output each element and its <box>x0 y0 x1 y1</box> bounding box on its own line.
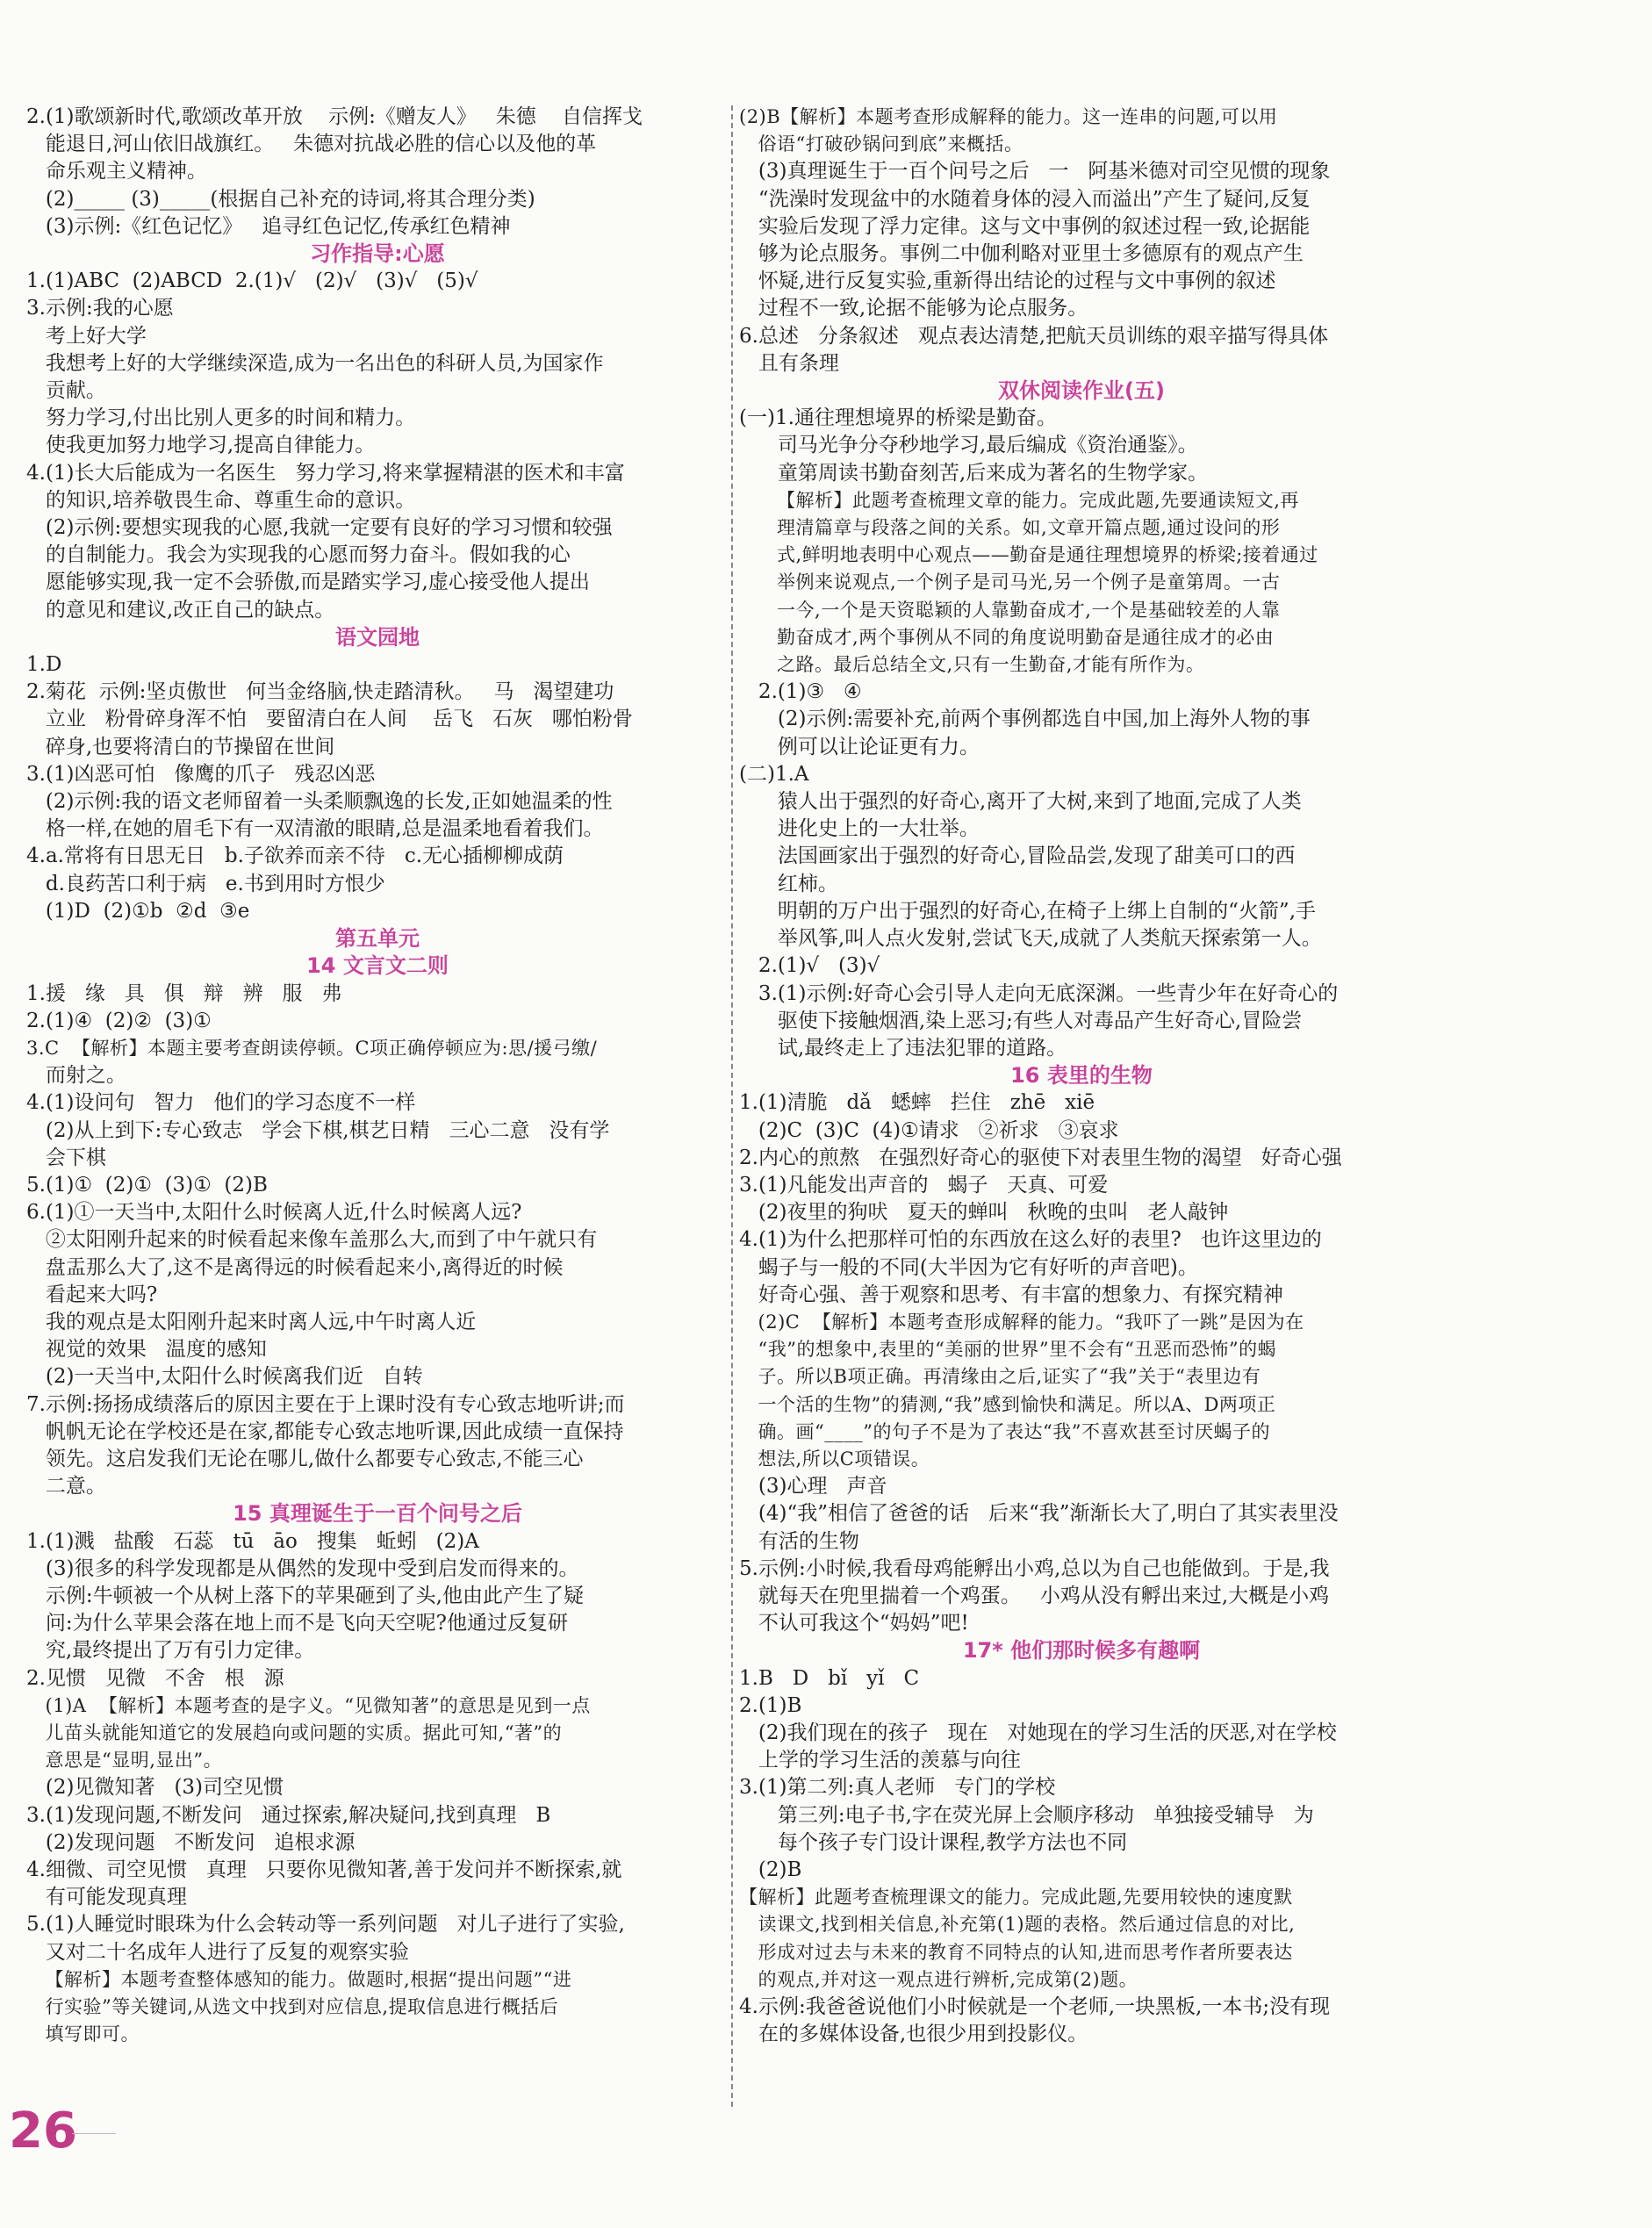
answer-line: 示例:牛顿被一个从树上落下的苹果砸到了头,他由此产生了疑 <box>26 1584 584 1607</box>
answer-line: 例可以让论证更有力。 <box>739 735 980 758</box>
answer-line: 会下棋 <box>26 1146 106 1169</box>
answer-line: 就每天在兜里揣着一个鸡蛋。 小鸡从没有孵出来过,大概是小鸡 <box>739 1584 1330 1607</box>
section-heading: 第五单元 <box>335 926 420 952</box>
answer-line: 又对二十名成年人进行了反复的观察实验 <box>26 1940 409 1964</box>
answer-line: 看起来大吗? <box>26 1283 158 1306</box>
answer-line: 的观点,并对这一观点进行辨析,完成第(2)题。 <box>739 1968 1138 1990</box>
answer-line: 我的观点是太阳刚升起来时离人远,中午时离人近 <box>26 1310 477 1333</box>
section-heading: 双休阅读作业(五) <box>998 378 1165 404</box>
answer-line: 怀疑,进行反复实验,重新得出结论的过程与文中事例的叙述 <box>739 270 1276 293</box>
answer-line: 形成对过去与未来的教育不同特点的认知,进而思考作者所要表达 <box>739 1941 1293 1963</box>
answer-column-right <box>739 104 1424 2048</box>
answer-line: 6.(1)①一天当中,太阳什么时候离人近,什么时候离人远? <box>26 1201 522 1225</box>
answer-line: (4)“我”相信了爸爸的话 后来“我”渐渐长大了,明白了其实表里没 <box>739 1502 1339 1526</box>
answer-line: (2)一天当中,太阳什么时候离我们近 自转 <box>26 1365 423 1389</box>
answer-line: 读课文,找到相关信息,补充第(1)题的表格。然后通过信息的对比, <box>739 1914 1296 1936</box>
answer-line: 3.C 【解析】本题主要考查朗读停顿。C项正确停顿应为:思/援弓缴/ <box>26 1037 598 1059</box>
answer-line: 举例来说观点,一个例子是司马光,另一个例子是童第周。一古 <box>739 571 1281 593</box>
answer-line: 3.(1)第二列:真人老师 专门的学校 <box>739 1776 1056 1800</box>
answer-line: 1.(1)清脆 dǎ 蟋蟀 拦住 zhē xiē <box>739 1091 1095 1115</box>
answer-line: 2.(1)√ (3)√ <box>739 954 880 978</box>
answer-line: 的知识,培养敬畏生命、尊重生命的意识。 <box>26 488 416 512</box>
answer-line: 4.a.常将有日思无日 b.子欲养而亲不待 c.无心插柳柳成荫 <box>26 844 564 868</box>
answer-line: 我想考上好的大学继续深造,成为一名出色的科研人员,为国家作 <box>26 351 604 375</box>
answer-line: 子。所以B项正确。再清缘由之后,证实了“我”关于“表里边有 <box>739 1366 1261 1388</box>
answer-line: 2.见惯 见微 不舍 根 源 <box>26 1666 284 1690</box>
answer-line: 之路。最后总结全文,只有一生勤奋,才能有所作为。 <box>739 654 1205 676</box>
answer-line: 2.(1)B <box>739 1693 802 1717</box>
answer-line: 愿能够实现,我一定不会骄傲,而是踏实学习,虚心接受他人提出 <box>26 571 590 594</box>
answer-line: (1)D (2)①b ②d ③e <box>26 899 250 923</box>
section-heading: 习作指导:心愿 <box>310 241 445 267</box>
answer-line: 举风筝,叫人点火发射,尝试飞天,成就了人类航天探索第一人。 <box>739 927 1322 951</box>
answer-line: 领先。这启发我们无论在哪儿,做什么都要专心致志,不能三心 <box>26 1447 584 1470</box>
column-divider <box>731 105 733 2107</box>
answer-line: 猿人出于强烈的好奇心,离开了大树,来到了地面,完成了人类 <box>739 790 1302 814</box>
answer-line: 二意。 <box>26 1475 106 1499</box>
answer-line: 理清篇章与段落之间的关系。如,文章开篇点题,通过设问的形 <box>739 517 1281 539</box>
answer-line: 1.D <box>26 653 62 677</box>
answer-line: (2)示例:我的语文老师留着一头柔顺飘逸的长发,正如她温柔的性 <box>26 790 613 814</box>
answer-line: 勤奋成才,两个事例从不同的角度说明勤奋是通往成才的必由 <box>739 626 1275 648</box>
answer-line: d.良药苦口利于病 e.书到用时方恨少 <box>26 872 385 895</box>
answer-line: 使我更加努力地学习,提高自律能力。 <box>26 434 376 457</box>
answer-line: 够为论点服务。事例二中伽利略对亚里士多德原有的观点产生 <box>739 242 1304 266</box>
answer-line: 明朝的万户出于强烈的好奇心,在椅子上绑上自制的“火箭”,手 <box>739 899 1317 923</box>
answer-line: (2)夜里的狗吠 夏天的蝉叫 秋晚的虫叫 老人敲钟 <box>739 1201 1229 1225</box>
answer-line: 1.(1)ABC (2)ABCD 2.(1)√ (2)√ (3)√ (5)√ <box>26 270 478 293</box>
answer-line: 2.菊花 示例:坚贞傲世 何当金络脑,快走踏清秋。 马 渴望建功 <box>26 680 614 704</box>
answer-line: 4.(1)长大后能成为一名医生 努力学习,将来掌握精湛的医术和丰富 <box>26 461 625 485</box>
answer-line: 【解析】本题考查整体感知的能力。做题时,根据“提出问题”“进 <box>26 1968 572 1990</box>
answer-line: 7.示例:扬扬成绩落后的原因主要在于上课时没有专心致志地听讲;而 <box>26 1392 625 1416</box>
answer-line: 能退日,河山依旧战旗红。 朱德对抗战必胜的信心以及他的革 <box>26 133 597 156</box>
answer-line: 的自制能力。我会为实现我的心愿而努力奋斗。假如我的心 <box>26 543 571 567</box>
answer-line: (3)很多的科学发现都是从偶然的发现中受到启发而得来的。 <box>26 1556 579 1580</box>
answer-line: 努力学习,付出比别人更多的时间和精力。 <box>26 406 416 430</box>
answer-line: 行实验”等关键词,从选文中找到对应信息,提取信息进行概括后 <box>26 1996 559 2018</box>
answer-line: 确。画“____”的句子不是为了表达“我”不喜欢甚至讨厌蝎子的 <box>739 1420 1270 1442</box>
answer-line: 3.(1)发现问题,不断发问 通过探索,解决疑问,找到真理 B <box>26 1803 551 1827</box>
answer-line: 贡献。 <box>26 379 106 403</box>
answer-line: 俗语“打破砂锅问到底”来概括。 <box>739 133 1024 155</box>
answer-line: 4.(1)为什么把那样可怕的东西放在这么好的表里? 也许这里边的 <box>739 1228 1322 1252</box>
answer-line: 好奇心强、善于观察和思考、有丰富的想象力、有探究精神 <box>739 1283 1283 1306</box>
answer-line: 考上好大学 <box>26 324 147 348</box>
section-heading: 17* 他们那时候多有趣啊 <box>962 1638 1201 1664</box>
answer-line: 4.细微、司空见惯 真理 只要你见微知著,善于发问并不断探索,就 <box>26 1858 622 1881</box>
answer-line: 2.(1)④ (2)② (3)① <box>26 1009 212 1032</box>
answer-line: 有可能发现真理 <box>26 1886 187 1909</box>
answer-line: 进化史上的一大壮举。 <box>739 817 980 841</box>
answer-line: (2)C (3)C (4)①请求 ②祈求 ③哀求 <box>739 1118 1119 1142</box>
answer-line: (3)真理诞生于一百个问号之后 一 阿基米德对司空见惯的现象 <box>739 160 1331 183</box>
answer-line: 法国画家出于强烈的好奇心,冒险品尝,发现了甜美可口的西 <box>739 844 1296 868</box>
answer-line: 红柿。 <box>739 872 838 895</box>
answer-line: 儿苗头就能知道它的发展趋向或问题的实质。据此可知,“著”的 <box>26 1721 563 1743</box>
answer-line: 有活的生物 <box>739 1529 859 1553</box>
answer-line: 立业 粉骨碎身浑不怕 要留清白在人间 岳飞 石灰 哪怕粉骨 <box>26 708 633 731</box>
page-number: 26 <box>9 2102 77 2160</box>
answer-line: 2.内心的煎熬 在强烈好奇心的驱使下对表里生物的渴望 好奇心强 <box>739 1146 1342 1169</box>
answer-line: (3)示例:《红色记忆》 追寻红色记忆,传承红色精神 <box>26 214 511 238</box>
answer-line: (2)示例:要想实现我的心愿,我就一定要有良好的学习习惯和较强 <box>26 516 613 540</box>
answer-line: (2)见微知著 (3)司空见惯 <box>26 1776 284 1800</box>
answer-line: 格一样,在她的眉毛下有一双清澈的眼睛,总是温柔地看着我们。 <box>26 817 604 841</box>
answer-line: (二)1.A <box>739 762 809 786</box>
answer-line: (2)_____ (3)_____(根据自己补充的诗词,将其合理分类) <box>26 187 535 211</box>
answer-line: 不认可我这个“妈妈”吧! <box>739 1612 969 1635</box>
answer-line: (2)示例:需要补充,前两个事例都选自中国,加上海外人物的事 <box>739 708 1311 731</box>
answer-line: 问:为什么苹果会落在地上而不是飞向天空呢?他通过反复研 <box>26 1612 569 1635</box>
answer-line: 命乐观主义精神。 <box>26 160 207 183</box>
answer-line: 上学的学习生活的羡慕与向往 <box>739 1749 1021 1772</box>
page-number-rule <box>72 2133 116 2134</box>
answer-line: 视觉的效果 温度的感知 <box>26 1338 267 1362</box>
answer-line: 5.(1)① (2)① (3)① (2)B <box>26 1173 268 1197</box>
answer-line: 而射之。 <box>26 1064 126 1088</box>
answer-line: 3.(1)凡能发出声音的 蝎子 天真、可爱 <box>739 1173 1109 1197</box>
section-heading: 语文园地 <box>335 624 420 650</box>
answer-line: 填写即可。 <box>26 2023 140 2045</box>
answer-line: 6.总述 分条叙述 观点表达清楚,把航天员训练的艰辛描写得具体 <box>739 324 1329 348</box>
answer-line: 蝎子与一般的不同(大半因为它有好听的声音吧)。 <box>739 1255 1198 1279</box>
answer-line: “洗澡时发现盆中的水随着身体的浸入而溢出”产生了疑问,反复 <box>739 187 1311 211</box>
answer-line: (2)B <box>739 1858 802 1881</box>
answer-line: (2)B【解析】本题考查形成解释的能力。这一连串的问题,可以用 <box>739 106 1278 127</box>
answer-line: 3.(1)示例:好奇心会引导人走向无底深渊。一些青少年在好奇心的 <box>739 981 1339 1005</box>
answer-line: 究,最终提出了万有引力定律。 <box>26 1639 315 1663</box>
answer-line: 1.B D bǐ yǐ C <box>739 1666 920 1690</box>
answer-line: (2)从上到下:专心致志 学会下棋,棋艺日精 三心二意 没有学 <box>26 1118 610 1142</box>
answer-line: 3.示例:我的心愿 <box>26 297 174 320</box>
answer-line: 想法,所以C项错误。 <box>739 1448 930 1470</box>
answer-line: 一今,一个是天资聪颖的人靠勤奋成才,一个是基础较差的人靠 <box>739 599 1281 621</box>
answer-line: 5.(1)人睡觉时眼珠为什么会转动等一系列问题 对儿子进行了实验, <box>26 1913 625 1937</box>
answer-line: 4.(1)设问句 智力 他们的学习态度不一样 <box>26 1091 416 1115</box>
answer-line: 2.(1)③ ④ <box>739 680 862 704</box>
answer-line: 司马光争分夺秒地学习,最后编成《资治通鉴》。 <box>739 434 1198 457</box>
answer-line: (2)我们现在的孩子 现在 对她现在的学习生活的厌恶,对在学校 <box>739 1721 1337 1744</box>
answer-line: 且有条理 <box>739 351 839 375</box>
answer-column-left <box>26 104 729 2048</box>
answer-line: 帆帆无论在学校还是在家,都能专心致志地听课,因此成绩一直保持 <box>26 1419 624 1443</box>
answer-line: 3.(1)凶恶可怕 像鹰的爪子 残忍凶恶 <box>26 762 376 786</box>
answer-line: (一)1.通往理想境界的桥梁是勤奋。 <box>739 406 1057 430</box>
answer-line: 碎身,也要将清白的节操留在世间 <box>26 735 335 758</box>
answer-line: 5.示例:小时候,我看母鸡能孵出小鸡,总以为自己也能做到。于是,我 <box>739 1556 1330 1580</box>
answer-line: 式,鲜明地表明中心观点——勤奋是通往理想境界的桥梁;接着通过 <box>739 544 1318 566</box>
answer-line: (2)发现问题 不断发问 追根求源 <box>26 1830 356 1854</box>
answer-line: (1)A 【解析】本题考查的是字义。“见微知著”的意思是见到一点 <box>26 1694 591 1716</box>
answer-line: 1.援 缘 具 俱 辩 辨 服 弗 <box>26 981 342 1005</box>
answer-line: 4.示例:我爸爸说他们小时候就是一个老师,一块黑板,一本书;没有现 <box>739 1995 1331 2019</box>
answer-line: “我”的想象中,表里的“美丽的世界”里不会有“丑恶而恐怖”的蝎 <box>739 1339 1277 1361</box>
answer-line: 在的多媒体设备,也很少用到投影仪。 <box>739 2023 1088 2046</box>
answer-line: 1.(1)溅 盐酸 石蕊 tū āo 搜集 蚯蚓 (2)A <box>26 1529 479 1553</box>
answer-line: 意思是“显明,显出”。 <box>26 1750 223 1772</box>
answer-line: 每个孩子专门设计课程,教学方法也不同 <box>739 1830 1128 1854</box>
answer-line: 盘盂那么大了,这不是离得远的时候看起来小,离得近的时候 <box>26 1255 564 1279</box>
answer-line: (2)C 【解析】本题考查形成解释的能力。“我吓了一跳”是因为在 <box>739 1311 1304 1333</box>
section-heading: 14 文言文二则 <box>306 953 449 979</box>
answer-line: 的意见和建议,改正自己的缺点。 <box>26 598 335 622</box>
answer-line: 童第周读书勤奋刻苦,后来成为著名的生物学家。 <box>739 461 1209 485</box>
answer-line: 一个活的生物”的猜测,“我”感到愉快和满足。所以A、D两项正 <box>739 1393 1276 1415</box>
answer-line: 【解析】此题考查梳理课文的能力。完成此题,先要用较快的速度默 <box>739 1887 1293 1908</box>
answer-line: 第三列:电子书,字在荧光屏上会顺序移动 单独接受辅导 为 <box>739 1803 1314 1827</box>
answer-line: 试,最终走上了违法犯罪的道路。 <box>739 1036 1067 1060</box>
section-heading: 16 表里的生物 <box>1010 1063 1153 1089</box>
answer-line: 驱使下接触烟酒,染上恶习;有些人对毒品产生好奇心,冒险尝 <box>739 1009 1303 1032</box>
answer-line: 实验后发现了浮力定律。这与文中事例的叙述过程一致,论据能 <box>739 214 1311 238</box>
answer-line: 【解析】此题考查梳理文章的能力。完成此题,先要通读短文,再 <box>739 489 1299 511</box>
answer-line: 过程不一致,论据不能够为论点服务。 <box>739 297 1088 320</box>
answer-line: (3)心理 声音 <box>739 1475 887 1499</box>
section-heading: 15 真理诞生于一百个问号之后 <box>233 1501 522 1527</box>
answer-line: 2.(1)歌颂新时代,歌颂改革开放 示例:《赠友人》 朱德 自信挥戈 <box>26 105 643 128</box>
answer-line: ②太阳刚升起来的时候看起来像车盖那么大,而到了中午就只有 <box>26 1228 598 1252</box>
